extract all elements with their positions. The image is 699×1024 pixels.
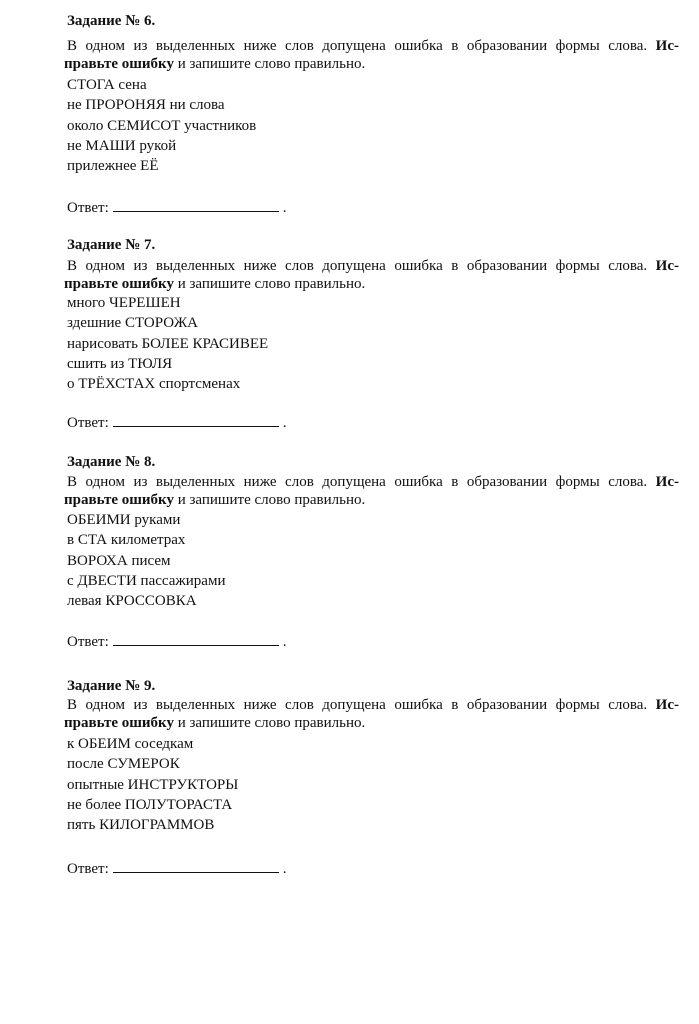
answer-row xyxy=(67,414,287,432)
word-item: опытные ИНСТРУКТОРЫ xyxy=(67,776,239,793)
word-item: к ОБЕИМ соседкам xyxy=(67,736,194,752)
instruction-text: В одном из выделенных ниже слов допущена ошибка в образовании формы слова. xyxy=(67,474,656,490)
word-item: ОБЕИМИ руками xyxy=(67,512,181,528)
word-item: сшить из ТЮЛЯ xyxy=(67,355,173,372)
task-title: Задание № 9. xyxy=(67,678,156,694)
instruction-text: и запишите слово правильно. xyxy=(173,56,366,72)
answer-row xyxy=(67,633,287,651)
answer-label: Ответ: xyxy=(67,415,109,431)
answer-period: . xyxy=(282,861,287,877)
word-item: около СЕМИСОТ участников xyxy=(67,117,257,134)
word-item: о ТРЁХСТАХ спортсменах xyxy=(67,376,241,393)
instruction-bold-text: правьте ошибку xyxy=(64,276,174,292)
word-item: левая КРОССОВКА xyxy=(67,593,197,610)
word-list xyxy=(67,510,225,611)
word-item: пять КИЛОГРАММОВ xyxy=(67,817,215,834)
answer-field[interactable] xyxy=(113,199,279,212)
instruction-text: В одном из выделенных ниже слов допущена ошибка в образовании формы слова. xyxy=(67,258,656,274)
instruction-bold-text: Ис- xyxy=(655,38,679,54)
word-item: здешние СТОРОЖА xyxy=(67,315,199,332)
answer-label: Ответ: xyxy=(67,634,109,650)
word-list xyxy=(67,293,268,394)
task-instruction xyxy=(64,37,679,73)
instruction-bold-text: правьте ошибку xyxy=(64,56,174,72)
task-instruction xyxy=(64,696,679,732)
instruction-bold-text: правьте ошибку xyxy=(64,492,174,508)
instruction-text: и запишите слово правильно. xyxy=(173,276,366,292)
instruction-bold-text: Ис- xyxy=(655,697,679,713)
instruction-bold-text: Ис- xyxy=(655,474,679,490)
answer-label: Ответ: xyxy=(67,861,109,877)
task-instruction xyxy=(64,257,679,293)
word-item: не МАШИ рукой xyxy=(67,137,177,154)
answer-field[interactable] xyxy=(113,860,279,873)
answer-field[interactable] xyxy=(113,633,279,646)
answer-period: . xyxy=(282,634,287,650)
word-item: много ЧЕРЕШЕН xyxy=(67,295,181,311)
word-item: СТОГА сена xyxy=(67,77,147,93)
instruction-text: и запишите слово правильно. xyxy=(173,715,366,731)
word-item: не ПРОРОНЯЯ ни слова xyxy=(67,97,225,114)
task-title: Задание № 8. xyxy=(67,454,156,470)
word-item: с ДВЕСТИ пассажирами xyxy=(67,572,226,589)
word-item: нарисовать БОЛЕЕ КРАСИВЕЕ xyxy=(67,335,269,352)
word-item: после СУМЕРОК xyxy=(67,756,180,773)
answer-row xyxy=(67,199,287,217)
task-title: Задание № 6. xyxy=(67,13,156,29)
word-list xyxy=(67,734,238,835)
instruction-text: и запишите слово правильно. xyxy=(173,492,366,508)
instruction-text: В одном из выделенных ниже слов допущена ошибка в образовании формы слова. xyxy=(67,697,656,713)
instruction-bold-text: Ис- xyxy=(655,258,679,274)
answer-row xyxy=(67,860,287,878)
answer-period: . xyxy=(282,415,287,431)
word-item: прилежнее ЕЁ xyxy=(67,158,159,175)
word-item: в СТА километрах xyxy=(67,532,186,549)
task-title: Задание № 7. xyxy=(67,237,156,253)
word-item: не более ПОЛУТОРАСТА xyxy=(67,796,233,813)
answer-period: . xyxy=(282,200,287,216)
answer-label: Ответ: xyxy=(67,200,109,216)
word-list xyxy=(67,75,256,176)
instruction-text: В одном из выделенных ниже слов допущена ошибка в образовании формы слова. xyxy=(67,38,656,54)
answer-field[interactable] xyxy=(113,414,279,427)
task-instruction xyxy=(64,473,679,509)
word-item: ВОРОХА писем xyxy=(67,552,171,569)
instruction-bold-text: правьте ошибку xyxy=(64,715,174,731)
